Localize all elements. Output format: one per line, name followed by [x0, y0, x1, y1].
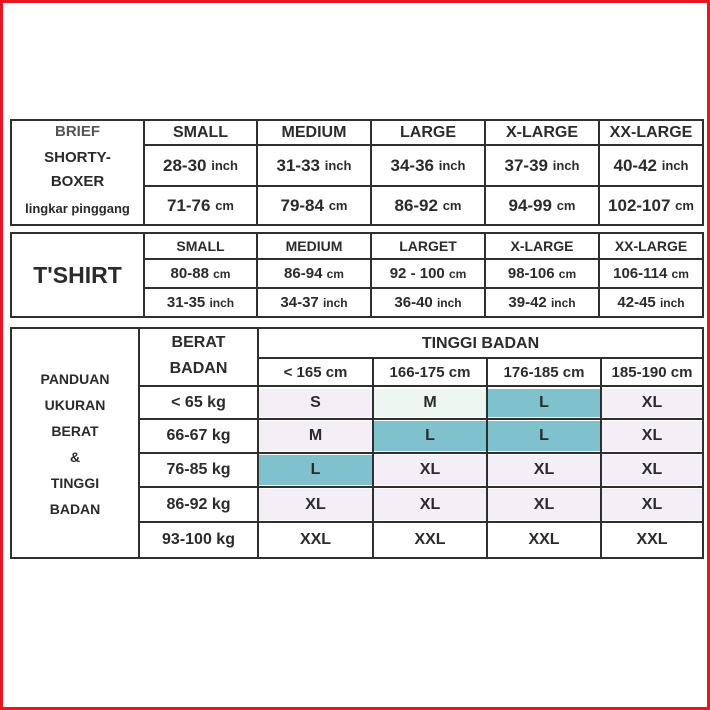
brief-size-header: X-LARGE	[506, 123, 578, 141]
brief-inch-value: 37-39 inch	[504, 155, 580, 175]
tshirt-inch-value: 36-40 inch	[394, 294, 462, 311]
brief-inch-value: 40-42 inch	[613, 155, 689, 175]
guide-title-line: UKURAN	[44, 397, 106, 413]
size-recommendation-cell: XXL	[528, 531, 560, 548]
tshirt-inch-value: 39-42 inch	[508, 294, 576, 311]
height-header: TINGGI BADAN	[421, 335, 540, 352]
brief-inch-value: 28-30 inch	[163, 155, 238, 175]
size-recommendation-cell: M	[259, 421, 372, 451]
brief-title	[12, 121, 143, 224]
guide-title-line: BERAT	[51, 423, 99, 439]
size-recommendation-cell: XL	[259, 489, 372, 520]
size-recommendation-cell: XXL	[636, 531, 668, 548]
brief-cm-value: 71-76 cm	[166, 195, 234, 215]
brief-cm-value: 86-92 cm	[394, 195, 462, 215]
size-recommendation-cell: XL	[602, 489, 702, 520]
height-range-header: 166-175 cm	[389, 363, 471, 381]
guide-title-line: PANDUAN	[40, 371, 110, 387]
size-recommendation-cell: XL	[602, 455, 702, 485]
height-range-header: 176-185 cm	[503, 363, 585, 381]
size-recommendation-cell: XL	[602, 389, 702, 417]
brief-cm-value: 79-84 cm	[280, 195, 348, 215]
tshirt-cm-value: 80-88 cm	[170, 265, 231, 282]
size-recommendation-cell: L	[488, 421, 600, 451]
tshirt-size-table	[10, 232, 704, 318]
guide-title-line: BADAN	[49, 501, 101, 517]
tshirt-cm-value: 92 - 100 cm	[389, 265, 467, 282]
weight-range-cell: < 65 kg	[171, 394, 226, 411]
weight-header-line-2: BADAN	[169, 360, 228, 377]
weight-range-cell: 76-85 kg	[166, 461, 231, 478]
weight-range-cell: 93-100 kg	[162, 531, 235, 548]
brief-inch-value: 34-36 inch	[390, 155, 466, 175]
brief-title-line-2: SHORTY-	[44, 149, 111, 166]
height-range-header: 185-190 cm	[611, 363, 693, 381]
size-recommendation-cell: S	[259, 389, 372, 417]
tshirt-size-header: LARGET	[399, 238, 457, 254]
tshirt-cm-value: 106-114 cm	[613, 265, 689, 282]
tshirt-cm-value: 86-94 cm	[284, 265, 344, 282]
size-recommendation-cell: XL	[374, 489, 486, 520]
guide-title-line: TINGGI	[50, 475, 100, 491]
brief-size-header: SMALL	[172, 123, 229, 141]
guide-title-line: &	[69, 449, 81, 465]
size-recommendation-cell: L	[259, 455, 372, 485]
tshirt-size-header: MEDIUM	[285, 238, 343, 254]
weight-range-cell: 66-67 kg	[166, 427, 231, 444]
size-recommendation-cell: L	[374, 421, 486, 451]
brief-title-line-3: BOXER	[50, 173, 105, 190]
size-recommendation-cell: XL	[488, 489, 600, 520]
size-recommendation-cell: M	[374, 389, 486, 417]
brief-size-header: XX-LARGE	[609, 123, 693, 141]
weight-height-guide-table	[10, 327, 704, 559]
size-recommendation-cell: XL	[602, 421, 702, 451]
tshirt-title: T'SHIRT	[33, 261, 122, 288]
weight-range-cell: 86-92 kg	[166, 495, 231, 513]
brief-size-header: MEDIUM	[281, 123, 347, 141]
tshirt-cm-value: 98-106 cm	[507, 265, 577, 282]
brief-title-line-4: lingkar pinggang	[25, 201, 130, 216]
brief-size-table	[10, 119, 704, 226]
weight-header-line-1: BERAT	[171, 334, 226, 351]
tshirt-size-header: SMALL	[176, 238, 225, 254]
tshirt-inch-value: 42-45 inch	[617, 294, 685, 311]
size-recommendation-cell: XL	[488, 455, 600, 485]
brief-cm-value: 94-99 cm	[508, 195, 576, 215]
tshirt-inch-value: 34-37 inch	[280, 294, 348, 311]
size-recommendation-cell: XXL	[414, 531, 446, 548]
tshirt-size-header: X-LARGE	[510, 238, 574, 254]
brief-cm-value: 102-107 cm	[608, 195, 694, 215]
height-range-header: < 165 cm	[283, 363, 348, 381]
brief-inch-value: 31-33 inch	[276, 155, 352, 175]
guide-title	[12, 329, 138, 557]
tshirt-size-header: XX-LARGE	[614, 238, 688, 254]
brief-title-line-1: BRIEF	[55, 123, 100, 140]
brief-size-header: LARGE	[400, 123, 456, 141]
size-recommendation-cell: XXL	[299, 531, 332, 548]
tshirt-inch-value: 31-35 inch	[166, 294, 235, 311]
size-recommendation-cell: L	[488, 389, 600, 417]
size-recommendation-cell: XL	[374, 455, 486, 485]
